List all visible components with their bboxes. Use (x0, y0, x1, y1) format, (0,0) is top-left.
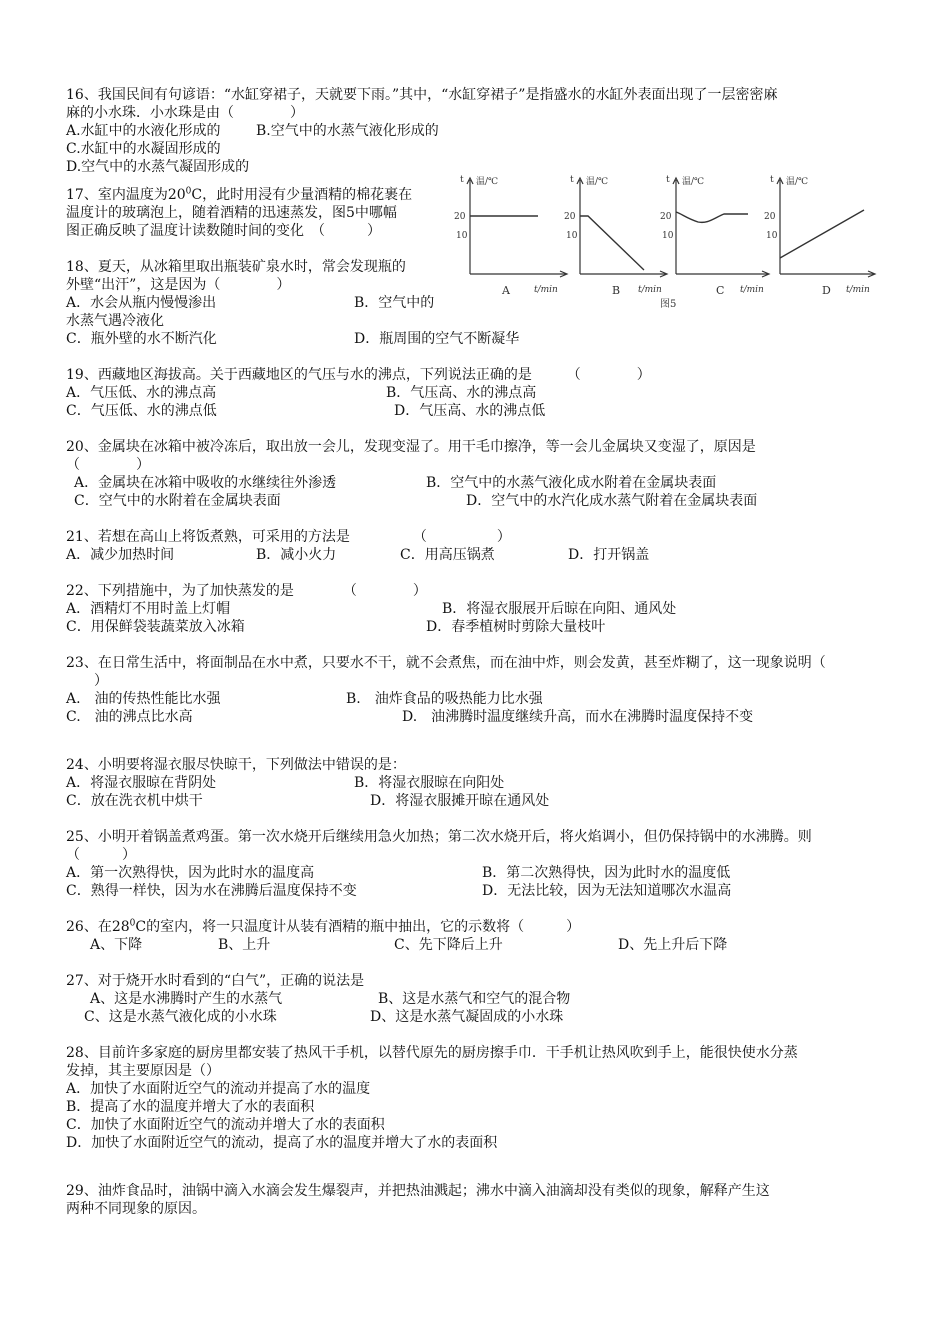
q16-option-d[interactable]: D.空气中的水蒸气凝固形成的 (66, 159, 250, 175)
question-22 (66, 582, 896, 636)
q27-stem: 27、对于烧开水时看到的“白气”，正确的说法是 (66, 973, 365, 989)
question-28 (66, 1044, 896, 1152)
q21-option-b[interactable]: B．减小火力 (256, 547, 337, 563)
q27-option-c[interactable]: C、这是水蒸气液化成的小水珠 (84, 1009, 277, 1025)
q23-option-c[interactable]: C. 油的沸点比水高 (66, 709, 193, 725)
q24-option-d[interactable]: D．将湿衣服摊开晾在通风处 (370, 793, 550, 809)
q20-stem-line2: （ ） (66, 457, 150, 473)
svg-text:D: D (822, 284, 831, 297)
q25-option-c[interactable]: C．熟得一样快，因为水在沸腾后温度保持不变 (66, 883, 357, 899)
q26-option-c[interactable]: C、先下降后上升 (394, 937, 503, 953)
question-29 (66, 1182, 896, 1218)
q20-option-d[interactable]: D．空气中的水汽化成水蒸气附着在金属块表面 (466, 493, 758, 509)
svg-text:t/min: t/min (638, 285, 662, 295)
question-19 (66, 366, 896, 420)
q25-stem-line1: 25、小明开着锅盖煮鸡蛋。第一次水烧开后继续用急火加热；第二次水烧开后，将火焰调小，但仍保持锅中的水沸腾。则 (66, 829, 812, 845)
q20-option-c[interactable]: C．空气中的水附着在金属块表面 (74, 493, 281, 509)
q22-option-a[interactable]: A．酒精灯不用时盖上灯帽 (66, 601, 231, 617)
graph-b (577, 178, 667, 277)
svg-text:t/min: t/min (846, 285, 870, 295)
q26-option-d[interactable]: D、先上升后下降 (618, 937, 728, 953)
svg-text:t/min: t/min (740, 285, 764, 295)
q27-option-b[interactable]: B、这是水蒸气和空气的混合物 (378, 991, 571, 1007)
q21-option-a[interactable]: A．减少加热时间 (66, 547, 175, 563)
q24-stem: 24、小明要将湿衣服尽快晾干，下列做法中错误的是： (66, 757, 406, 773)
svg-text:温/℃: 温/℃ (586, 177, 609, 187)
question-16 (66, 86, 896, 176)
q27-option-d[interactable]: D、这是水蒸气凝固成的小水珠 (370, 1009, 564, 1025)
q23-option-b[interactable]: B. 油炸食品的吸热能力比水强 (346, 691, 543, 707)
q18-stem-line2: 外壁“出汗”，这是因为（ ） (66, 277, 291, 293)
graph-d (777, 178, 875, 277)
q25-option-b[interactable]: B．第二次熟得快，因为此时水的温度低 (482, 865, 731, 881)
q18-option-a[interactable]: A．水会从瓶内慢慢渗出 (66, 295, 217, 311)
svg-text:t: t (666, 175, 670, 185)
svg-text:t/min: t/min (534, 285, 558, 295)
figure-5-graphs (450, 170, 890, 310)
q26-stem: 26、在$28^0C$的室内，将一只温度计从装有酒精的瓶中抽出，它的示数将（ ） (66, 918, 581, 935)
svg-text:10: 10 (766, 231, 778, 241)
figure-5-caption: 图5 (660, 299, 677, 310)
q25-option-d[interactable]: D．无法比较，因为无法知道哪次水温高 (482, 883, 732, 899)
svg-text:20: 20 (454, 212, 466, 222)
q25-option-a[interactable]: A．第一次熟得快，因为此时水的温度高 (66, 865, 315, 881)
q18-option-b-cont: 水蒸气遇冷液化 (66, 313, 164, 329)
svg-text:A: A (502, 284, 510, 297)
q28-option-a[interactable]: A．加快了水面附近空气的流动并提高了水的温度 (66, 1081, 371, 1097)
question-25 (66, 828, 896, 900)
q19-stem: 19、西藏地区海拔高。关于西藏地区的气压与水的沸点，下列说法正确的是 （ ） (66, 367, 651, 383)
q26-option-b[interactable]: B、上升 (218, 937, 271, 953)
graph-c-curve (676, 212, 748, 222)
q23-stem-line2: ） (66, 673, 108, 689)
svg-text:温/℃: 温/℃ (476, 177, 499, 187)
svg-text:t: t (770, 175, 774, 185)
q16-option-c[interactable]: C.水缸中的水凝固形成的 (66, 141, 221, 157)
svg-text:10: 10 (456, 231, 468, 241)
q20-stem-line1: 20、金属块在冰箱中被冷冻后，取出放一会儿，发现变湿了。用干毛巾擦净，等一会儿金属块又变湿了，原因是 (66, 439, 756, 455)
question-27 (66, 972, 896, 1026)
q16-stem-line2: 麻的小水珠．小水珠是由（ ） (66, 105, 304, 121)
q16-stem-line1: 16、我国民间有句谚语：“水缸穿裙子，天就要下雨。”其中，“水缸穿裙子”是指盛水的水缸外表面出现了一层密密麻 (66, 87, 778, 103)
q28-stem-line2: 发掉，其主要原因是（） (66, 1063, 220, 1079)
q27-option-a[interactable]: A、这是水沸腾时产生的水蒸气 (90, 991, 283, 1007)
q23-stem-line1: 23、在日常生活中，将面制品在水中煮，只要水不干，就不会煮焦，而在油中炸，则会发黄，甚至炸糊了，这一现象说明（ (66, 655, 826, 671)
svg-text:温/℃: 温/℃ (682, 177, 705, 187)
svg-text:10: 10 (662, 231, 674, 241)
svg-text:10: 10 (566, 231, 578, 241)
q28-option-c[interactable]: C．加快了水面附近空气的流动并增大了水的表面积 (66, 1117, 385, 1133)
q26-option-a[interactable]: A、下降 (90, 937, 143, 953)
question-26 (66, 918, 896, 954)
q18-option-c[interactable]: C．瓶外壁的水不断汽化 (66, 331, 217, 347)
question-24 (66, 756, 896, 810)
q23-option-a[interactable]: A. 油的传热性能比水强 (66, 691, 221, 707)
q18-option-b[interactable]: B．空气中的 (354, 295, 435, 311)
q17-stem-line1: 17、室内温度为$20^0C$，此时用浸有少量酒精的棉花裹在 (66, 186, 413, 203)
q19-option-d[interactable]: D．气压高、水的沸点低 (394, 403, 546, 419)
question-21 (66, 528, 896, 564)
q21-stem: 21、若想在高山上将饭煮熟，可采用的方法是 （ ） (66, 529, 511, 545)
q17-stem-line2: 温度计的玻璃泡上，随着酒精的迅速蒸发，图5中哪幅 (66, 205, 397, 221)
q19-option-b[interactable]: B．气压高、水的沸点高 (386, 385, 537, 401)
q29-stem-line1: 29、油炸食品时，油锅中滴入水滴会发生爆裂声，并把热油溅起；沸水中滴入油滴却没有类似的现象，解释产生这 (66, 1183, 770, 1199)
q21-option-c[interactable]: C．用高压锅煮 (400, 547, 495, 563)
q18-option-d[interactable]: D．瓶周围的空气不断凝华 (354, 331, 520, 347)
svg-text:温/℃: 温/℃ (786, 177, 809, 187)
q21-option-d[interactable]: D．打开锅盖 (568, 547, 650, 563)
graph-d-curve (780, 210, 864, 258)
svg-text:20: 20 (660, 212, 672, 222)
q22-stem: 22、下列措施中，为了加快蒸发的是 （ ） (66, 583, 427, 599)
q23-option-d[interactable]: D. 油沸腾时温度继续升高，而水在沸腾时温度保持不变 (402, 709, 754, 725)
question-23 (66, 654, 896, 726)
q17-stem-line3: 图正确反映了温度计读数随时间的变化 （ ） (66, 223, 381, 239)
figure-5 (450, 170, 890, 310)
q24-option-c[interactable]: C．放在洗衣机中烘干 (66, 793, 203, 809)
svg-text:t: t (460, 175, 464, 185)
q20-option-b[interactable]: B．空气中的水蒸气液化成水附着在金属块表面 (426, 475, 717, 491)
q18-stem-line1: 18、夏天，从冰箱里取出瓶装矿泉水时，常会发现瓶的 (66, 259, 406, 275)
q16-option-b[interactable]: B.空气中的水蒸气液化形成的 (256, 123, 439, 139)
q24-option-a[interactable]: A．将湿衣服晾在背阴处 (66, 775, 217, 791)
q29-stem-line2: 两种不同现象的原因。 (66, 1201, 206, 1217)
q19-option-c[interactable]: C．气压低、水的沸点低 (66, 403, 217, 419)
q22-option-c[interactable]: C．用保鲜袋装蔬菜放入冰箱 (66, 619, 245, 635)
graph-b-curve (580, 216, 644, 270)
q24-option-b[interactable]: B．将湿衣服晾在向阳处 (354, 775, 505, 791)
q19-option-a[interactable]: A．气压低、水的沸点高 (66, 385, 217, 401)
q22-option-b[interactable]: B．将湿衣服展开后晾在向阳、通风处 (442, 601, 677, 617)
svg-text:20: 20 (564, 212, 576, 222)
graph-a (467, 178, 567, 277)
svg-text:20: 20 (764, 212, 776, 222)
q25-stem-line2: （ ） (66, 847, 136, 863)
q16-option-a[interactable]: A.水缸中的水液化形成的 (66, 123, 221, 139)
q22-option-d[interactable]: D．春季植树时剪除大量枝叶 (426, 619, 606, 635)
question-20 (66, 438, 896, 510)
q28-stem-line1: 28、目前许多家庭的厨房里都安装了热风干手机，以替代原先的厨房擦手巾．干手机让热风吹到手上，能很快使水分蒸 (66, 1045, 798, 1061)
svg-text:B: B (612, 284, 621, 297)
svg-text:t: t (570, 175, 574, 185)
graph-c (673, 178, 769, 277)
svg-text:C: C (716, 284, 725, 297)
q28-option-b[interactable]: B．提高了水的温度并增大了水的表面积 (66, 1099, 315, 1115)
q20-option-a[interactable]: A．金属块在冰箱中吸收的水继续往外渗透 (74, 475, 337, 491)
q28-option-d[interactable]: D．加快了水面附近空气的流动，提高了水的温度并增大了水的表面积 (66, 1135, 498, 1151)
